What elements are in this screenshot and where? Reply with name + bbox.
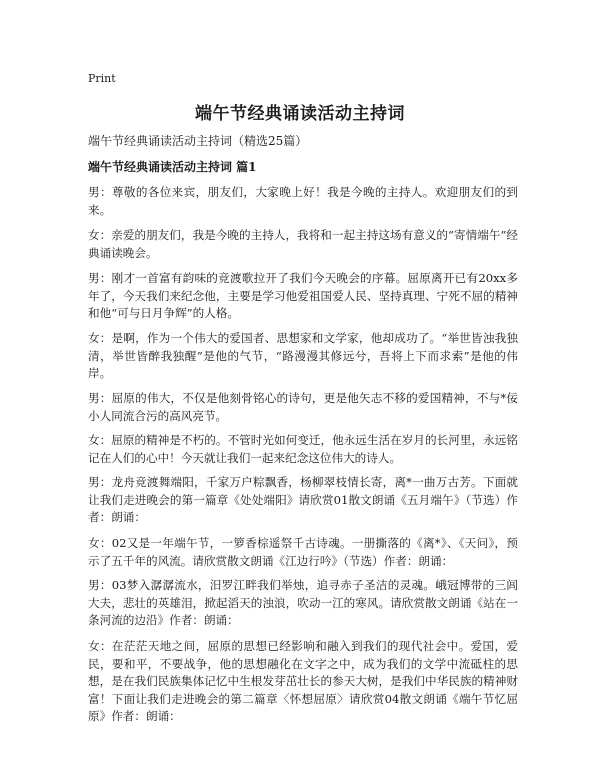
paragraph: 男：屈原的伟大，不仅是他刻骨铭心的诗句，更是他矢志不移的爱国精神，不与*佞小人同流合污的高风亮节。 [88,391,518,423]
paragraph: 女：亲爱的朋友们，我是今晚的主持人，我将和一起主持这场有意义的“寄情端午”经典诵读晚会。 [88,228,518,260]
paragraph: 男：03梦入潺潺流水，汨罗江畔我们举烛，追寻赤子圣洁的灵魂。峨冠博带的三闾大夫，悲壮的英雄泪，掀起滔天的浊浪，吹动一江的寒风。请欣赏散文朗诵《站在一条河流的边沿》作者：朗诵： [88,578,518,627]
print-label: Print [88,72,116,85]
section-heading: 端午节经典诵读活动主持词 篇1 [88,160,257,174]
page-title: 端午节经典诵读活动主持词 [195,104,405,124]
paragraph: 男：刚才一首富有韵味的竞渡歌拉开了我们今天晚会的序幕。屈原离开已有20xx多年了，今天我们来纪念他，主要是学习他爱祖国爱人民、坚持真理、宁死不屈的精神和他“可与日月争辉”的人格。 [88,271,518,320]
paragraph: 男：龙舟竞渡舞端阳，千家万户粽飘香，杨柳翠枝情长寄，离*一曲万古芳。下面就让我们走进晚会的第一篇章《处处端阳》请欣赏01散文朗诵《五月端午》（节选）作者：朗诵： [88,475,518,524]
paragraph: 女：是啊，作为一个伟大的爱国者、思想家和文学家，他却成功了。“举世皆浊我独清，举世皆醉我独醒”是他的气节，“路漫漫其修远兮，吾将上下而求索”是他的伟岸。 [88,331,518,380]
page-subtitle: 端午节经典诵读活动主持词（精选25篇） [88,134,308,148]
paragraph: 男：尊敬的各位来宾，朋友们，大家晚上好！我是今晚的主持人。欢迎朋友们的到来。 [88,185,518,217]
paragraph: 女：在茫茫天地之间，屈原的思想已经影响和融入到我们的现代社会中。爱国，爱民，要和平，不要战争，他的思想融化在文字之中，成为我们的文学中流砥柱的思想，是在我们民族集体记忆中生根发芽茁壮长的参天大树，是我们中华民族的精神财富！下面让我们走进晚会的第二篇章〈怀想屈原〉请欣赏04散文朗诵《端午节忆屈原》作者：朗诵： [88,639,518,723]
paragraph: 女：屈原的精神是不朽的。不管时光如何变迁，他永远生活在岁月的长河里，永远铭记在人们的心中！今天就让我们一起来纪念这位伟大的诗人。 [88,433,518,465]
paragraph: 女：02又是一年端午节，一箩香棕遥祭千古诗魂。一册撕落的《离*》、《天问》，预示了五千年的风流。请欣赏散文朗诵《江边行吟》（节选）作者：朗诵： [88,536,518,568]
